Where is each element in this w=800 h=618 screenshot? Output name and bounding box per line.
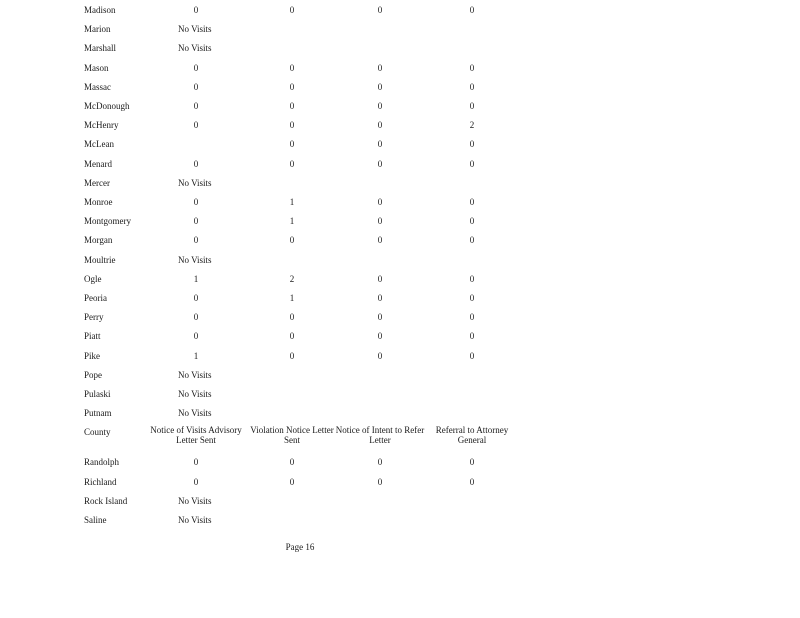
advisory-letters-value: 1 xyxy=(193,350,199,361)
no-visits-label: No Visits xyxy=(178,495,212,506)
table-row xyxy=(0,3,800,17)
table-row xyxy=(0,406,800,420)
county-name: Marshall xyxy=(84,43,116,54)
violation-notices-value: 0 xyxy=(289,476,295,487)
county-name: Pulaski xyxy=(84,389,111,399)
county-name: Massac xyxy=(84,81,111,92)
violation-notices-value: 1 xyxy=(289,216,295,227)
table-row xyxy=(0,455,800,469)
county-name: Monroe xyxy=(84,197,113,207)
county-name: Mercer xyxy=(84,177,110,188)
county-name: Rock Island xyxy=(84,495,128,506)
advisory-letters-value: 0 xyxy=(193,62,199,73)
no-visits-label: No Visits xyxy=(178,24,212,35)
violation-notices-value: 1 xyxy=(289,293,295,303)
violation-notices-value: 0 xyxy=(289,158,295,169)
table-row xyxy=(0,41,800,55)
county-name: Morgan xyxy=(84,235,113,246)
header-referral-ag: Referral to Attorney General xyxy=(435,425,509,446)
intent-to-refer-value: 0 xyxy=(377,81,383,92)
violation-notices-value: 1 xyxy=(289,197,295,207)
referral-ag-value: 0 xyxy=(469,216,475,227)
intent-to-refer-value: 0 xyxy=(377,331,383,342)
referral-ag-value: 2 xyxy=(469,120,475,131)
table-row xyxy=(0,80,800,94)
table-row xyxy=(0,137,800,151)
intent-to-refer-value: 0 xyxy=(377,312,383,323)
no-visits-label: No Visits xyxy=(178,369,212,380)
table-row xyxy=(0,22,800,36)
referral-ag-value: 0 xyxy=(469,62,475,73)
table-row xyxy=(0,99,800,113)
violation-notices-value: 0 xyxy=(289,101,295,111)
intent-to-refer-value: 0 xyxy=(377,139,383,150)
intent-to-refer-value: 0 xyxy=(377,158,383,169)
intent-to-refer-value: 0 xyxy=(377,197,383,207)
advisory-letters-value: 0 xyxy=(193,5,199,15)
county-name: Pike xyxy=(84,350,101,361)
advisory-letters-value: 0 xyxy=(193,457,199,468)
advisory-letters-value: 0 xyxy=(193,293,199,303)
county-name: Moultrie xyxy=(84,254,116,265)
referral-ag-value: 0 xyxy=(469,350,475,361)
violation-notices-value: 0 xyxy=(289,350,295,361)
intent-to-refer-value: 0 xyxy=(377,476,383,487)
table-row xyxy=(0,195,800,209)
table-row xyxy=(0,349,800,363)
referral-ag-value: 0 xyxy=(469,476,475,487)
referral-ag-value: 0 xyxy=(469,5,475,15)
table-row xyxy=(0,253,800,267)
violation-notices-value: 2 xyxy=(289,273,295,284)
referral-ag-value: 0 xyxy=(469,139,475,150)
county-name: Saline xyxy=(84,515,107,525)
intent-to-refer-value: 0 xyxy=(377,216,383,227)
table-row xyxy=(0,214,800,228)
table-row xyxy=(0,475,800,489)
county-name: Randolph xyxy=(84,457,119,468)
header-intent-to-refer: Notice of Intent to Refer Letter xyxy=(335,425,425,446)
advisory-letters-value: 0 xyxy=(193,120,199,131)
violation-notices-value: 0 xyxy=(289,120,295,131)
violation-notices-value: 0 xyxy=(289,312,295,323)
intent-to-refer-value: 0 xyxy=(377,293,383,303)
header-county: County xyxy=(84,427,111,438)
table-row xyxy=(0,291,800,305)
table-row xyxy=(0,494,800,508)
intent-to-refer-value: 0 xyxy=(377,62,383,73)
advisory-letters-value: 0 xyxy=(193,197,199,207)
no-visits-label: No Visits xyxy=(178,177,212,188)
advisory-letters-value: 0 xyxy=(193,476,199,487)
county-name: Peoria xyxy=(84,293,107,303)
table-row xyxy=(0,61,800,75)
advisory-letters-value: 0 xyxy=(193,216,199,227)
referral-ag-value: 0 xyxy=(469,101,475,111)
county-name: McHenry xyxy=(84,120,119,131)
county-name: Piatt xyxy=(84,331,101,342)
advisory-letters-value: 0 xyxy=(193,158,199,169)
violation-notices-value: 0 xyxy=(289,81,295,92)
intent-to-refer-value: 0 xyxy=(377,235,383,246)
table-row xyxy=(0,310,800,324)
referral-ag-value: 0 xyxy=(469,235,475,246)
county-name: Madison xyxy=(84,5,116,15)
violation-notices-value: 0 xyxy=(289,235,295,246)
county-name: Perry xyxy=(84,312,104,323)
table-row xyxy=(0,176,800,190)
advisory-letters-value: 1 xyxy=(193,273,199,284)
county-name: Marion xyxy=(84,24,111,35)
referral-ag-value: 0 xyxy=(469,293,475,303)
violation-notices-value: 0 xyxy=(289,457,295,468)
county-name: Ogle xyxy=(84,273,102,284)
no-visits-label: No Visits xyxy=(178,515,212,525)
table-row xyxy=(0,233,800,247)
county-name: Putnam xyxy=(84,408,112,419)
table-header xyxy=(0,425,800,449)
no-visits-label: No Visits xyxy=(178,254,212,265)
county-name: Montgomery xyxy=(84,216,131,227)
county-name: Mason xyxy=(84,62,109,73)
intent-to-refer-value: 0 xyxy=(377,101,383,111)
advisory-letters-value: 0 xyxy=(193,331,199,342)
page-number: Page 16 xyxy=(285,542,315,552)
no-visits-label: No Visits xyxy=(178,389,212,399)
referral-ag-value: 0 xyxy=(469,312,475,323)
violation-notices-value: 0 xyxy=(289,331,295,342)
intent-to-refer-value: 0 xyxy=(377,273,383,284)
county-name: Pope xyxy=(84,369,102,380)
intent-to-refer-value: 0 xyxy=(377,5,383,15)
table-row xyxy=(0,118,800,132)
table-row xyxy=(0,368,800,382)
referral-ag-value: 0 xyxy=(469,81,475,92)
violation-notices-value: 0 xyxy=(289,139,295,150)
referral-ag-value: 0 xyxy=(469,197,475,207)
header-advisory-letters: Notice of Visits Advisory Letter Sent xyxy=(150,425,242,446)
intent-to-refer-value: 0 xyxy=(377,120,383,131)
table-row xyxy=(0,157,800,171)
county-name: Menard xyxy=(84,158,112,169)
referral-ag-value: 0 xyxy=(469,273,475,284)
no-visits-label: No Visits xyxy=(178,408,212,419)
advisory-letters-value: 0 xyxy=(193,312,199,323)
table-row xyxy=(0,387,800,401)
violation-notices-value: 0 xyxy=(289,62,295,73)
referral-ag-value: 0 xyxy=(469,158,475,169)
table-row xyxy=(0,329,800,343)
county-name: McDonough xyxy=(84,101,130,111)
county-name: McLean xyxy=(84,139,114,150)
county-name: Richland xyxy=(84,476,117,487)
table-row xyxy=(0,513,800,527)
intent-to-refer-value: 0 xyxy=(377,457,383,468)
intent-to-refer-value: 0 xyxy=(377,350,383,361)
header-violation-notices: Violation Notice Letter Sent xyxy=(250,425,334,446)
violation-notices-value: 0 xyxy=(289,5,295,15)
no-visits-label: No Visits xyxy=(178,43,212,54)
advisory-letters-value: 0 xyxy=(193,101,199,111)
table-row xyxy=(0,272,800,286)
referral-ag-value: 0 xyxy=(469,331,475,342)
referral-ag-value: 0 xyxy=(469,457,475,468)
advisory-letters-value: 0 xyxy=(193,235,199,246)
advisory-letters-value: 0 xyxy=(193,81,199,92)
